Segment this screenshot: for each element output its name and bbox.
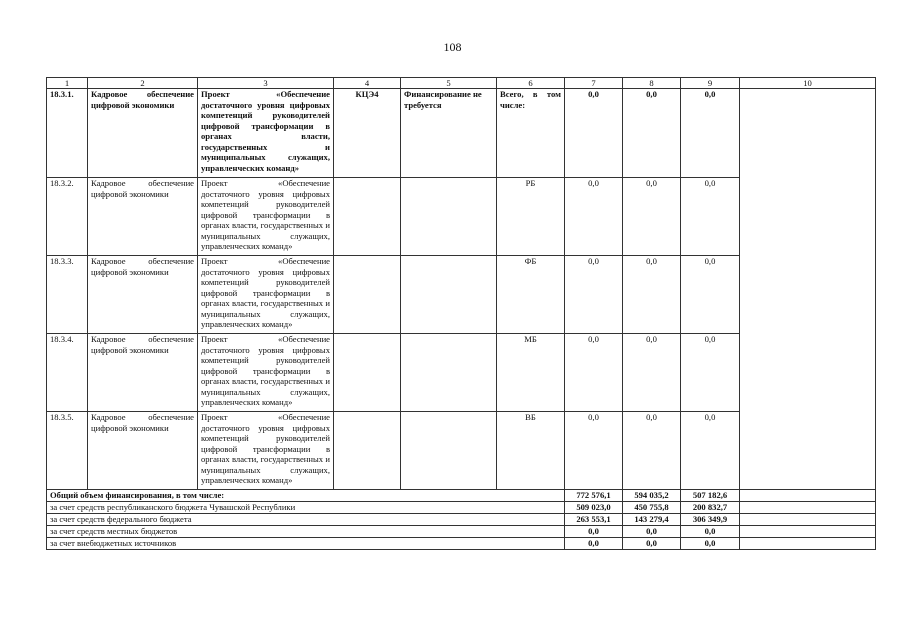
project-code: [334, 178, 401, 256]
header-cell-3: 3: [198, 78, 334, 89]
project-name: Проект «Обеспечение достаточного уровня цифровых компетенций руководителей цифровой трансформации в органах власти, государственных и муниципальных служащих, управленческих команд»: [198, 89, 334, 178]
value-col8: 0,0: [623, 334, 681, 412]
summary-col10: [740, 490, 876, 502]
value-col8: 0,0: [623, 89, 681, 178]
value-col8: 0,0: [623, 178, 681, 256]
summary-col10: [740, 538, 876, 550]
summary-col7: 0,0: [565, 526, 623, 538]
empty-col10: [740, 89, 876, 490]
summary-col7: 263 553,1: [565, 514, 623, 526]
summary-col9: 0,0: [681, 538, 740, 550]
summary-row: [47, 490, 876, 502]
header-cell-6: 6: [497, 78, 565, 89]
financing-note: [401, 256, 497, 334]
value-col7: 0,0: [565, 412, 623, 490]
project-code: КЦЭ4: [334, 89, 401, 178]
project-name: Проект «Обеспечение достаточного уровня цифровых компетенций руководителей цифровой трансформации в органах власти, государственных и муниципальных служащих, управленческих команд»: [198, 256, 334, 334]
project-code: [334, 412, 401, 490]
financing-note: Финансирование не требуется: [401, 89, 497, 178]
summary-col10: [740, 514, 876, 526]
funding-source: ФБ: [497, 256, 565, 334]
value-col9: 0,0: [681, 256, 740, 334]
value-col9: 0,0: [681, 412, 740, 490]
summary-label: за счет средств федерального бюджета: [47, 514, 565, 526]
row-number: 18.3.5.: [47, 412, 88, 490]
funding-source: Всего, в том числе:: [497, 89, 565, 178]
summary-col9: 0,0: [681, 526, 740, 538]
header-cell-4: 4: [334, 78, 401, 89]
summary-col8: 0,0: [623, 526, 681, 538]
financing-table: [46, 77, 876, 550]
measure-name: Кадровое обеспечение цифровой экономики: [88, 412, 198, 490]
value-col8: 0,0: [623, 412, 681, 490]
summary-row: [47, 514, 876, 526]
funding-source: МБ: [497, 334, 565, 412]
project-name: Проект «Обеспечение достаточного уровня цифровых компетенций руководителей цифровой трансформации в органах власти, государственных и муниципальных служащих, управленческих команд»: [198, 334, 334, 412]
summary-row: [47, 538, 876, 550]
summary-row: [47, 526, 876, 538]
summary-col8: 0,0: [623, 538, 681, 550]
header-cell-2: 2: [88, 78, 198, 89]
financing-note: [401, 334, 497, 412]
summary-col8: 143 279,4: [623, 514, 681, 526]
summary-label: за счет средств республиканского бюджета Чувашской Республики: [47, 502, 565, 514]
measure-name: Кадровое обеспечение цифровой экономики: [88, 334, 198, 412]
summary-col10: [740, 526, 876, 538]
financing-note: [401, 178, 497, 256]
measure-name: Кадровое обеспечение цифровой экономики: [88, 89, 198, 178]
value-col9: 0,0: [681, 89, 740, 178]
page-number: 108: [443, 40, 462, 54]
project-name: Проект «Обеспечение достаточного уровня цифровых компетенций руководителей цифровой трансформации в органах власти, государственных и муниципальных служащих, управленческих команд»: [198, 178, 334, 256]
value-col7: 0,0: [565, 334, 623, 412]
measure-name: Кадровое обеспечение цифровой экономики: [88, 178, 198, 256]
row-number: 18.3.4.: [47, 334, 88, 412]
summary-col9: 306 349,9: [681, 514, 740, 526]
project-code: [334, 334, 401, 412]
funding-source: РБ: [497, 178, 565, 256]
summary-col9: 200 832,7: [681, 502, 740, 514]
financing-note: [401, 412, 497, 490]
summary-col7: 509 023,0: [565, 502, 623, 514]
table-body: [47, 78, 876, 550]
funding-source: ВБ: [497, 412, 565, 490]
summary-label: за счет внебюджетных источников: [47, 538, 565, 550]
row-number: 18.3.1.: [47, 89, 88, 178]
header-cell-5: 5: [401, 78, 497, 89]
header-cell-8: 8: [623, 78, 681, 89]
header-cell-9: 9: [681, 78, 740, 89]
summary-col10: [740, 502, 876, 514]
summary-col8: 450 755,8: [623, 502, 681, 514]
summary-col9: 507 182,6: [681, 490, 740, 502]
value-col9: 0,0: [681, 334, 740, 412]
header-cell-7: 7: [565, 78, 623, 89]
project-name: Проект «Обеспечение достаточного уровня цифровых компетенций руководителей цифровой трансформации в органах власти, государственных и муниципальных служащих, управленческих команд»: [198, 412, 334, 490]
measure-name: Кадровое обеспечение цифровой экономики: [88, 256, 198, 334]
header-cell-10: 10: [740, 78, 876, 89]
summary-row: [47, 502, 876, 514]
table-row: [47, 89, 876, 178]
value-col7: 0,0: [565, 256, 623, 334]
summary-col7: 772 576,1: [565, 490, 623, 502]
row-number: 18.3.3.: [47, 256, 88, 334]
header-row: [47, 78, 876, 89]
summary-col7: 0,0: [565, 538, 623, 550]
value-col9: 0,0: [681, 178, 740, 256]
row-number: 18.3.2.: [47, 178, 88, 256]
project-code: [334, 256, 401, 334]
summary-label: за счет средств местных бюджетов: [47, 526, 565, 538]
value-col7: 0,0: [565, 178, 623, 256]
summary-col8: 594 035,2: [623, 490, 681, 502]
summary-label: Общий объем финансирования, в том числе:: [47, 490, 565, 502]
header-cell-1: 1: [47, 78, 88, 89]
value-col7: 0,0: [565, 89, 623, 178]
value-col8: 0,0: [623, 256, 681, 334]
